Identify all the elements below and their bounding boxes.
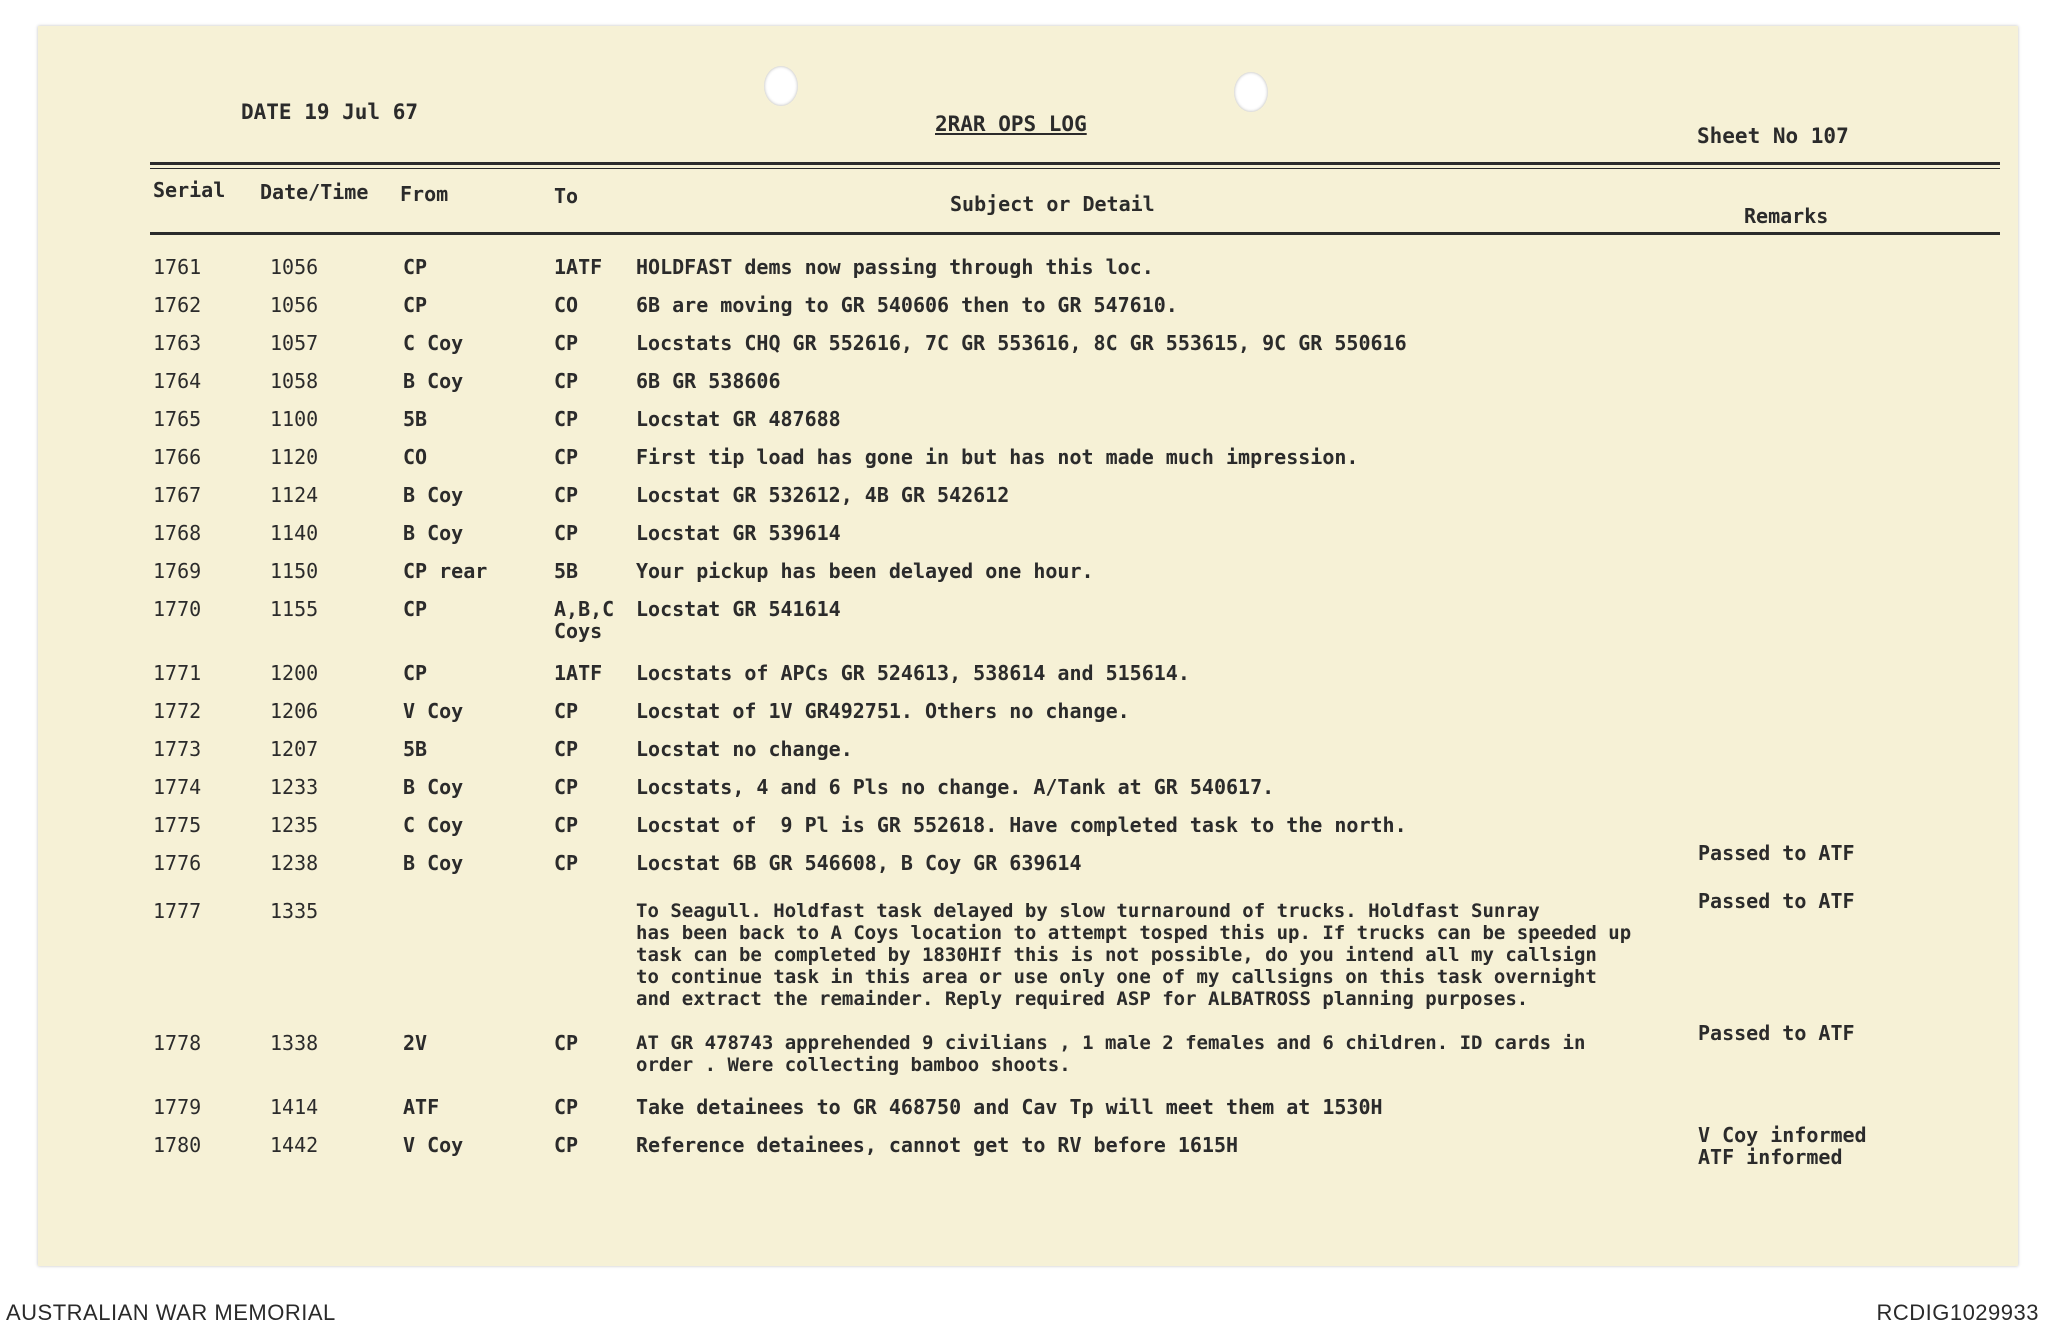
column-header-subject: Subject or Detail	[950, 192, 1155, 216]
entry-serial: 1763	[153, 331, 202, 355]
log-sheet	[38, 26, 2018, 1266]
entry-time: 1206	[270, 699, 319, 723]
column-header-remarks: Remarks	[1744, 204, 1829, 228]
column-header-from: From	[400, 182, 449, 206]
entry-time: 1233	[270, 775, 319, 799]
log-date: DATE 19 Jul 67	[241, 100, 419, 124]
entry-from: B Coy	[403, 521, 464, 545]
entry-to: CP	[554, 1133, 579, 1157]
entry-from: CP	[403, 597, 428, 621]
entry-detail: Locstat GR 532612, 4B GR 542612	[636, 483, 1010, 507]
entry-detail: Locstats CHQ GR 552616, 7C GR 553616, 8C GR 553615, 9C GR 550616	[636, 331, 1407, 355]
entry-to: 1ATF	[554, 661, 603, 685]
log-title: 2RAR OPS LOG	[935, 112, 1087, 136]
entry-to: CP	[554, 445, 579, 469]
entry-time: 1056	[270, 255, 319, 279]
entry-time: 1124	[270, 483, 319, 507]
entry-from: CP	[403, 661, 428, 685]
entry-time: 1335	[270, 899, 319, 923]
entry-serial: 1772	[153, 699, 202, 723]
entry-time: 1200	[270, 661, 319, 685]
entry-from: V Coy	[403, 699, 464, 723]
entry-to: CP	[554, 737, 579, 761]
entry-detail: 6B are moving to GR 540606 then to GR 547610.	[636, 293, 1178, 317]
entry-detail: AT GR 478743 apprehended 9 civilians , 1 male 2 females and 6 children. ID cards in order . Were collecting bamboo shoots.	[636, 1032, 1586, 1076]
column-header-datetime: Date/Time	[260, 180, 369, 204]
entry-to: CP	[554, 1031, 579, 1055]
entry-detail: Locstat no change.	[636, 737, 853, 761]
entry-serial: 1768	[153, 521, 202, 545]
entry-detail: Locstat of 1V GR492751. Others no change.	[636, 699, 1130, 723]
entry-detail: Take detainees to GR 468750 and Cav Tp will meet them at 1530H	[636, 1095, 1383, 1119]
punch-hole	[1234, 72, 1268, 112]
entry-to: CP	[554, 775, 579, 799]
entry-from: 5B	[403, 737, 428, 761]
entry-remarks: V Coy informed ATF informed	[1698, 1123, 1867, 1169]
entry-to: CP	[554, 407, 579, 431]
entry-to: CP	[554, 369, 579, 393]
entry-from: B Coy	[403, 851, 464, 875]
entry-serial: 1767	[153, 483, 202, 507]
entry-detail: Locstats of APCs GR 524613, 538614 and 515614.	[636, 661, 1190, 685]
entry-from: C Coy	[403, 813, 464, 837]
entry-to: A,B,C Coys	[554, 597, 615, 643]
entry-serial: 1764	[153, 369, 202, 393]
entry-to: 1ATF	[554, 255, 603, 279]
header-rule-bottom	[150, 232, 2000, 235]
entry-detail: Locstat of 9 Pl is GR 552618. Have completed task to the north.	[636, 813, 1407, 837]
entry-from: 5B	[403, 407, 428, 431]
entry-detail: Locstat 6B GR 546608, B Coy GR 639614	[636, 851, 1082, 875]
entry-detail: Locstat GR 539614	[636, 521, 841, 545]
entry-remarks: Passed to ATF	[1698, 889, 1855, 913]
entry-to: CP	[554, 331, 579, 355]
entry-serial: 1774	[153, 775, 202, 799]
entry-from: CP	[403, 293, 428, 317]
entry-time: 1120	[270, 445, 319, 469]
entry-detail: Locstat GR 541614	[636, 597, 841, 621]
entry-detail: Your pickup has been delayed one hour.	[636, 559, 1094, 583]
entry-to: CO	[554, 293, 579, 317]
entry-time: 1235	[270, 813, 319, 837]
column-header-serial: Serial	[153, 178, 226, 202]
entry-to: CP	[554, 813, 579, 837]
entry-from: ATF	[403, 1095, 440, 1119]
entry-remarks: Passed to ATF	[1698, 841, 1855, 865]
entry-serial: 1777	[153, 899, 202, 923]
entry-from: V Coy	[403, 1133, 464, 1157]
entry-serial: 1778	[153, 1031, 202, 1055]
entry-to: CP	[554, 521, 579, 545]
entry-time: 1442	[270, 1133, 319, 1157]
punch-hole	[764, 66, 798, 106]
footer-record-id: RCDIG1029933	[1876, 1300, 2039, 1325]
entry-from: B Coy	[403, 775, 464, 799]
entry-remarks: Passed to ATF	[1698, 1021, 1855, 1045]
entry-detail: Reference detainees, cannot get to RV before 1615H	[636, 1133, 1239, 1157]
sheet-number: Sheet No 107	[1697, 124, 1849, 148]
footer-archive-name: AUSTRALIAN WAR MEMORIAL	[6, 1300, 336, 1325]
column-header-to: To	[554, 184, 579, 208]
entry-time: 1057	[270, 331, 319, 355]
entry-detail: First tip load has gone in but has not made much impression.	[636, 445, 1359, 469]
entry-time: 1155	[270, 597, 319, 621]
entry-to: CP	[554, 1095, 579, 1119]
entry-serial: 1776	[153, 851, 202, 875]
entry-time: 1056	[270, 293, 319, 317]
entry-serial: 1766	[153, 445, 202, 469]
header-rule-top-thin	[150, 168, 2000, 169]
entry-time: 1058	[270, 369, 319, 393]
entry-from: CP rear	[403, 559, 488, 583]
entry-time: 1414	[270, 1095, 319, 1119]
entry-serial: 1762	[153, 293, 202, 317]
entry-from: B Coy	[403, 369, 464, 393]
entry-time: 1238	[270, 851, 319, 875]
entry-from: CO	[403, 445, 428, 469]
entry-serial: 1765	[153, 407, 202, 431]
entry-from: B Coy	[403, 483, 464, 507]
entry-time: 1207	[270, 737, 319, 761]
entry-detail: 6B GR 538606	[636, 369, 781, 393]
entry-to: CP	[554, 851, 579, 875]
entry-detail: Locstat GR 487688	[636, 407, 841, 431]
entry-serial: 1769	[153, 559, 202, 583]
entry-serial: 1773	[153, 737, 202, 761]
entry-from: CP	[403, 255, 428, 279]
entry-time: 1338	[270, 1031, 319, 1055]
entry-serial: 1779	[153, 1095, 202, 1119]
entry-serial: 1761	[153, 255, 202, 279]
entry-time: 1140	[270, 521, 319, 545]
entry-serial: 1780	[153, 1133, 202, 1157]
entry-to: CP	[554, 699, 579, 723]
entry-from: 2V	[403, 1031, 428, 1055]
header-rule-top	[150, 162, 2000, 165]
entry-detail: HOLDFAST dems now passing through this loc.	[636, 255, 1154, 279]
entry-detail: Locstats, 4 and 6 Pls no change. A/Tank at GR 540617.	[636, 775, 1275, 799]
entry-serial: 1770	[153, 597, 202, 621]
entry-time: 1100	[270, 407, 319, 431]
entry-to: CP	[554, 483, 579, 507]
entry-detail: To Seagull. Holdfast task delayed by slow turnaround of trucks. Holdfast Sunray has been back to A Coys location to attempt tosped this up. If trucks can be speeded up task can be completed by 1830HIf this is not possible, do you intend all my callsign to continue task in this area or use only one of my callsigns on this task overnight and extract the remainder. Reply required ASP for ALBATROSS planning purposes.	[636, 900, 1632, 1010]
entry-time: 1150	[270, 559, 319, 583]
entry-from: C Coy	[403, 331, 464, 355]
entry-serial: 1775	[153, 813, 202, 837]
entry-serial: 1771	[153, 661, 202, 685]
entry-to: 5B	[554, 559, 579, 583]
